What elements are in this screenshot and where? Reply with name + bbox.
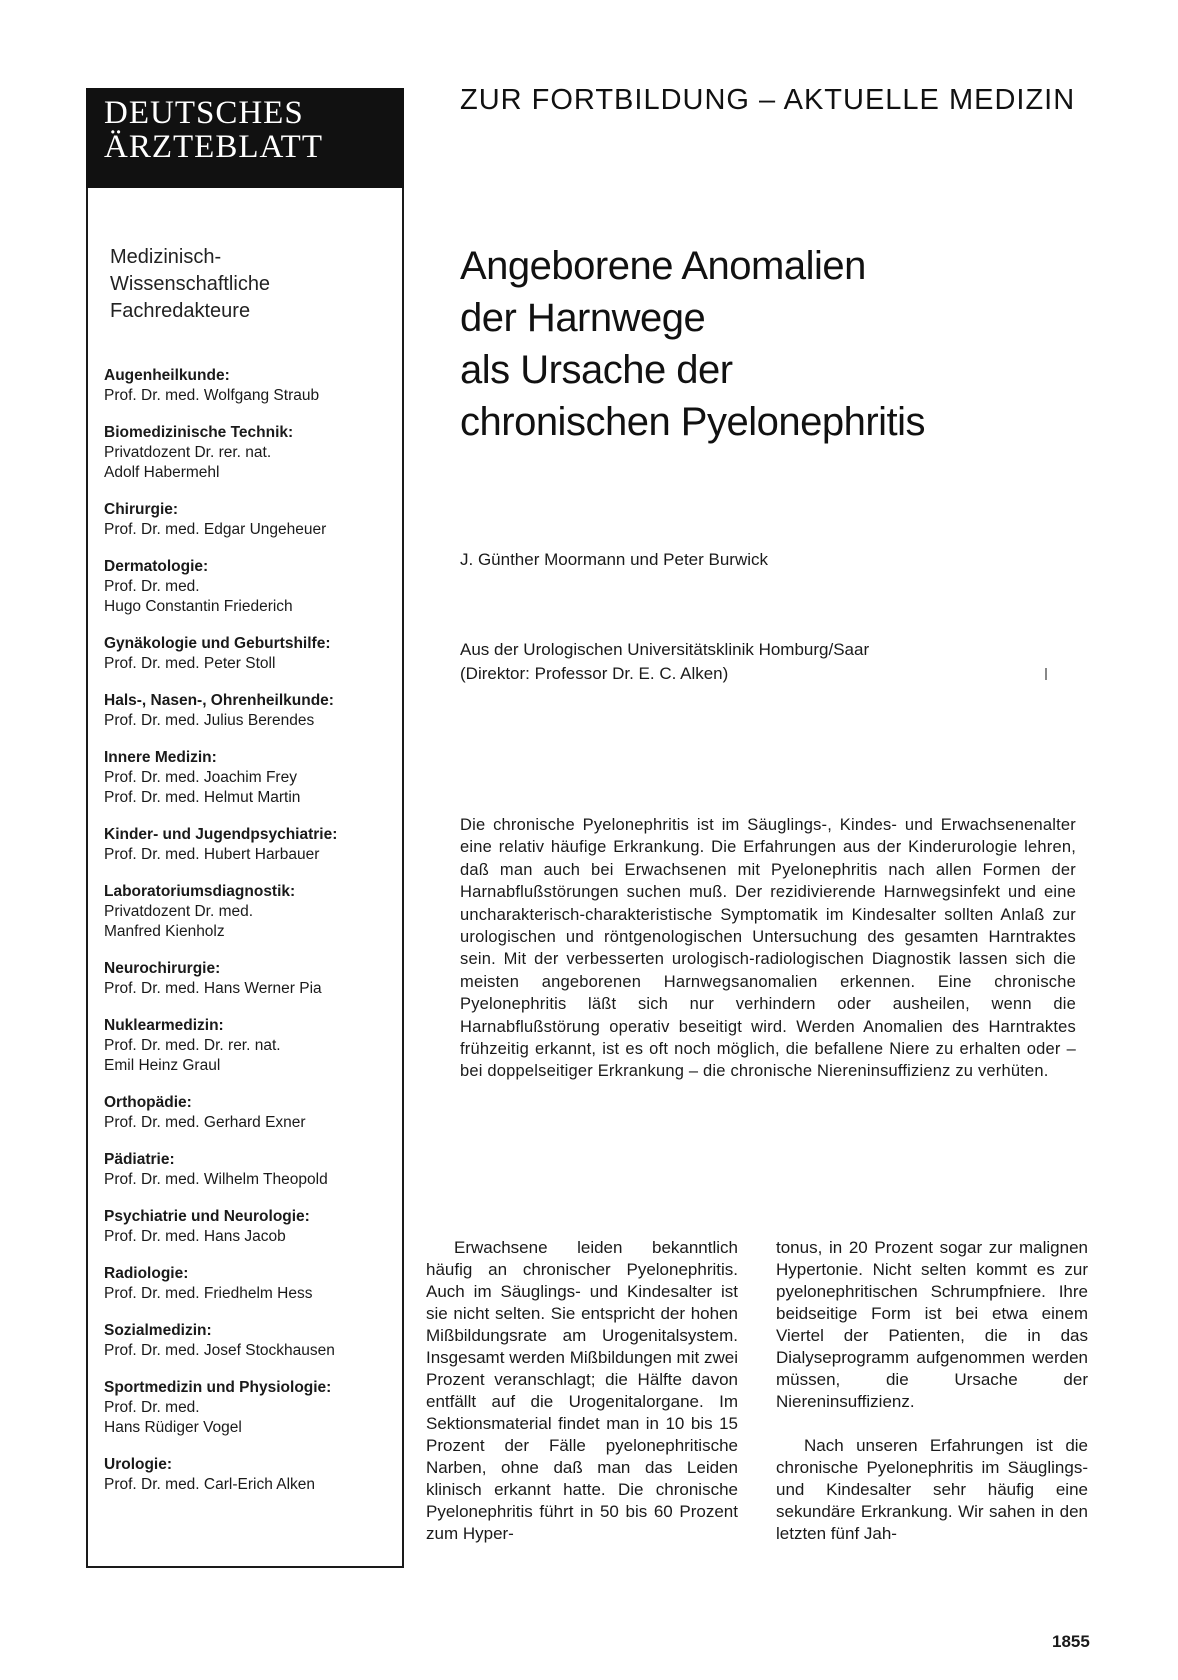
article-authors: J. Günther Moormann und Peter Burwick — [460, 550, 769, 569]
editor-name: Privatdozent Dr. rer. nat. Adolf Habermehl — [104, 444, 272, 481]
editor-name: Prof. Dr. med. Dr. rer. nat. Emil Heinz Graul — [104, 1037, 281, 1074]
editor-specialty: Radiologie: — [104, 1265, 189, 1282]
affiliation-line-2: (Direktor: Professor Dr. E. C. Alken) — [460, 664, 729, 683]
margin-mark — [1045, 668, 1047, 680]
editor-specialty: Urologie: — [104, 1456, 173, 1473]
editor-name: Prof. Dr. med. Hans Rüdiger Vogel — [104, 1399, 242, 1436]
editors-heading — [110, 244, 390, 325]
editor-name: Prof. Dr. med. Carl-Erich Alken — [104, 1476, 316, 1493]
editor-name: Prof. Dr. med. Julius Berendes — [104, 712, 315, 729]
body-column-right — [776, 1237, 1088, 1567]
editor-entry — [104, 366, 394, 406]
article-title — [460, 240, 1120, 448]
editors-heading-line-1: Medizinisch- — [110, 246, 222, 268]
editor-name: Prof. Dr. med. Wolfgang Straub — [104, 387, 320, 404]
editor-name: Prof. Dr. med. Gerhard Exner — [104, 1114, 306, 1131]
editor-name: Prof. Dr. med. Peter Stoll — [104, 655, 276, 672]
editor-specialty: Hals-, Nasen-, Ohrenheilkunde: — [104, 692, 334, 709]
editor-specialty: Gynäkologie und Geburtshilfe: — [104, 635, 331, 652]
affiliation-line-1: Aus der Urologischen Universitätsklinik Homburg/Saar — [460, 640, 870, 659]
editor-name: Prof. Dr. med. Edgar Ungeheuer — [104, 521, 327, 538]
editor-entry — [104, 1016, 394, 1076]
editors-heading-line-2: Wissenschaftliche — [110, 273, 271, 295]
editor-specialty: Sportmedizin und Physiologie: — [104, 1379, 332, 1396]
editor-entry — [104, 1455, 394, 1495]
editor-entry — [104, 1093, 394, 1133]
editor-specialty: Dermatologie: — [104, 558, 209, 575]
article-title-line-3: als Ursache der — [460, 348, 733, 392]
editor-entry — [104, 691, 394, 731]
article-title-line-2: der Harnwege — [460, 296, 706, 340]
editor-specialty: Orthopädie: — [104, 1094, 192, 1111]
editor-entry — [104, 1207, 394, 1247]
page-number: 1855 — [1052, 1632, 1090, 1651]
editors-heading-line-3: Fachredakteure — [110, 300, 251, 322]
editor-name: Prof. Dr. med. Hans Jacob — [104, 1228, 286, 1245]
section-header: ZUR FORTBILDUNG – AKTUELLE MEDIZIN — [460, 84, 1076, 116]
editor-specialty: Psychiatrie und Neurologie: — [104, 1208, 310, 1225]
editor-specialty: Innere Medizin: — [104, 749, 217, 766]
editor-entry — [104, 959, 394, 999]
article-title-line-4: chronischen Pyelonephritis — [460, 400, 926, 444]
editor-specialty: Augenheilkunde: — [104, 367, 230, 384]
editor-specialty: Laboratoriumsdiagnostik: — [104, 883, 296, 900]
editors-list — [104, 366, 394, 1512]
editor-entry — [104, 423, 394, 483]
body-column-left — [426, 1237, 738, 1567]
editor-specialty: Sozialmedizin: — [104, 1322, 212, 1339]
article-affiliation — [460, 638, 869, 686]
article-abstract: Die chronische Pyelonephritis ist im Säuglings-, Kindes- und Erwachsenenalter eine relativ häufige Erkrankung. Die Erfahrungen aus der Kinderurologie lehren, daß man auch bei Erwachsenen mit Pyelonephritis nach allen Formen der Harnabflußstörungen suchen muß. Der rezidivierende Harnwegsinfekt und eine uncharakterisch-charakteristische Symptomatik im Kindesalter sollten Anlaß zur urologischen und röntgenologischen Untersuchung des gesamten Harntraktes sein. Mit der verbesserten urologisch-radiologischen Diagnostik lassen sich die meisten angeborenen Harnwegsanomalien erkennen. Eine chronische Pyelonephritis läßt sich nur verhindern oder ausheilen, wenn die Harnabflußstörung operativ beseitigt wird. Werden Anomalien des Harntraktes frühzeitig erkannt, ist es oft noch möglich, die befallene Niere zu erhalten oder – bei doppelseitiger Erkrankung – die chronische Niereninsuffizienz zu verhüten. — [460, 816, 1076, 1081]
masthead-line-1: DEUTSCHES — [104, 95, 304, 131]
editor-entry — [104, 557, 394, 617]
editor-entry — [104, 500, 394, 540]
editor-name: Prof. Dr. med. Friedhelm Hess — [104, 1285, 313, 1302]
editor-entry — [104, 825, 394, 865]
editor-specialty: Chirurgie: — [104, 501, 179, 518]
editor-specialty: Biomedizinische Technik: — [104, 424, 294, 441]
body-paragraph: tonus, in 20 Prozent sogar zur malignen Hypertonie. Nicht selten kommt es zur pyelonephritischen Schrumpfniere. Ihre beidseitige Form ist bei etwa einem Viertel der Patienten, die in das Dialyseprogramm aufgenommen werden müssen, die Ursache der Niereninsuffizienz. — [776, 1238, 1088, 1411]
editor-entry — [104, 1378, 394, 1438]
editor-specialty: Nuklearmedizin: — [104, 1017, 224, 1034]
editor-entry — [104, 1150, 394, 1190]
editor-specialty: Pädiatrie: — [104, 1151, 175, 1168]
editor-entry — [104, 882, 394, 942]
editor-entry — [104, 748, 394, 808]
editor-name: Privatdozent Dr. med. Manfred Kienholz — [104, 903, 254, 940]
editor-specialty: Neurochirurgie: — [104, 960, 221, 977]
editor-entry — [104, 634, 394, 674]
journal-masthead — [86, 88, 404, 188]
editor-name: Prof. Dr. med. Hans Werner Pia — [104, 980, 322, 997]
article-title-line-1: Angeborene Anomalien — [460, 244, 866, 288]
editor-entry — [104, 1264, 394, 1304]
editor-entry — [104, 1321, 394, 1361]
editor-name: Prof. Dr. med. Josef Stockhausen — [104, 1342, 335, 1359]
editor-name: Prof. Dr. med. Joachim Frey Prof. Dr. med. Helmut Martin — [104, 769, 301, 806]
editor-name: Prof. Dr. med. Hugo Constantin Friederich — [104, 578, 293, 615]
editor-name: Prof. Dr. med. Wilhelm Theopold — [104, 1171, 328, 1188]
body-paragraph: Nach unseren Erfahrungen ist die chronische Pyelonephritis im Säuglings- und Kindesalter sehr häufig eine sekundäre Erkrankung. Wir sahen in den letzten fünf Jah- — [776, 1436, 1088, 1543]
body-paragraph: Erwachsene leiden bekanntlich häufig an chronischer Pyelonephritis. Auch im Säuglings- und Kindesalter ist sie nicht selten. Sie entspricht der hohen Mißbildungsrate am Urogenitalsystem. Insgesamt werden Mißbildungen mit zwei Prozent veranschlagt; die Hälfte davon entfällt auf die Urogenitalorgane. Im Sektionsmaterial findet man in 10 bis 15 Prozent der Fälle pyelonephritische Narben, ohne daß man das Leiden klinisch erkannt hatte. Die chronische Pyelonephritis führt in 50 bis 60 Prozent zum Hyper- — [426, 1238, 738, 1543]
editor-name: Prof. Dr. med. Hubert Harbauer — [104, 846, 320, 863]
masthead-line-2: ÄRZTEBLATT — [104, 129, 323, 165]
editor-specialty: Kinder- und Jugendpsychiatrie: — [104, 826, 338, 843]
